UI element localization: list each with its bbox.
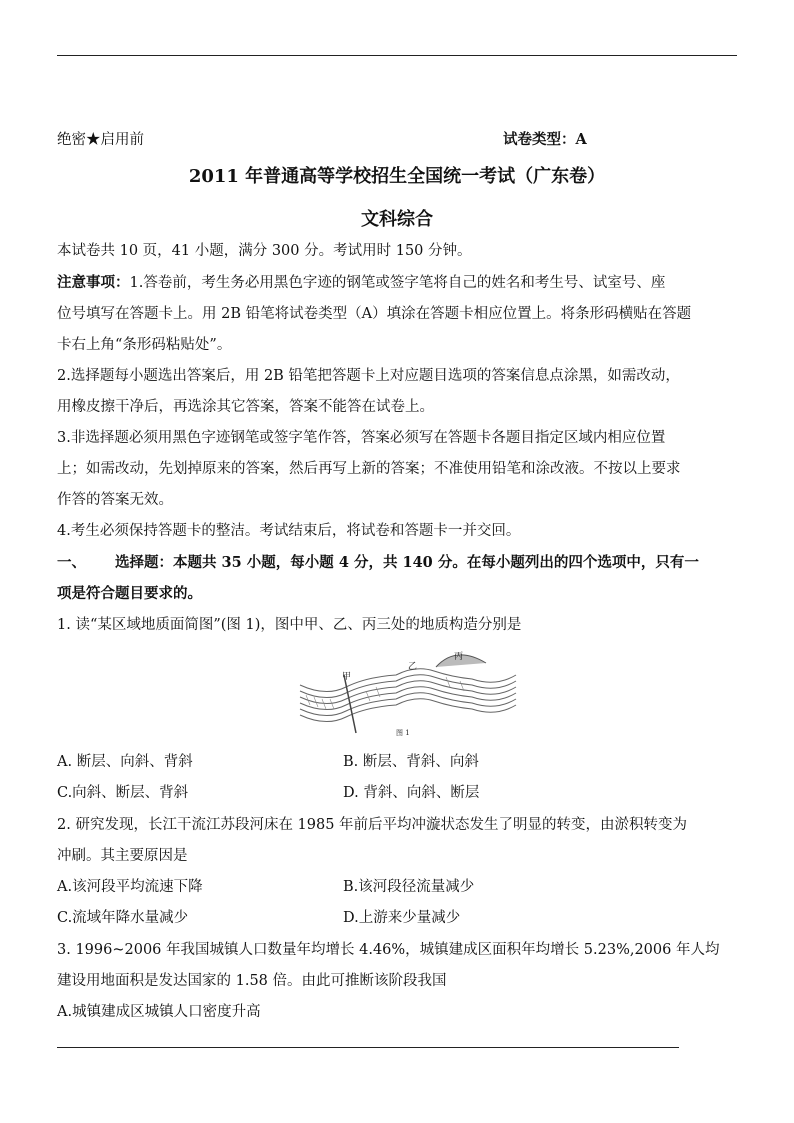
q2-option-a: A.该河段平均流速下降: [57, 879, 203, 895]
q3-option-a: A.城镇建成区城镇人口密度升高: [57, 1004, 261, 1020]
top-rule: [57, 55, 737, 56]
exam-subject: 文科综合: [361, 209, 433, 230]
exam-intro: 本试卷共 10 页，41 小题，满分 300 分。考试用时 150 分钟。: [57, 243, 472, 259]
section-heading-text: 选择题：本题共 35 小题，每小题 4 分，共 140 分。在每小题列出的四个选项中，只有一: [115, 554, 699, 571]
notes-line-6: 3.非选择题必须用黑色字迹钢笔或签字笔作答，答案必须写在答题卡各题目指定区域内相应位置: [57, 430, 666, 446]
q1-option-b: B. 断层、背斜、向斜: [343, 754, 479, 770]
q2-stem-line-2: 冲刷。其主要原因是: [57, 848, 188, 864]
notes-line-4: 2.选择题每小题选出答案后，用 2B 铅笔把答题卡上对应题目选项的答案信息点涂黑，如需改动，: [57, 368, 680, 384]
q2-stem-line-1: 2. 研究发现，长江干流江苏段河床在 1985 年前后平均冲漩状态发生了明显的转变，由淤积转变为: [57, 817, 688, 833]
geology-section-figure: [296, 645, 520, 737]
figure-label-yi: 乙: [408, 662, 418, 672]
notes-line-2: 位号填写在答题卡上。用 2B 铅笔将试卷类型（A）填涂在答题卡相应位置上。将条形码横贴在答题: [57, 306, 692, 322]
confidential-label: 绝密★启用前: [57, 132, 144, 148]
notes-text-1: 1.答卷前，考生务必用黑色字迹的钢笔或签字笔将自己的姓名和考生号、试室号、座: [129, 275, 666, 291]
bottom-rule: [57, 1047, 679, 1048]
q1-option-c: C.向斜、断层、背斜: [57, 785, 189, 801]
section-number: 一、: [57, 554, 86, 571]
notes-line-1: [57, 273, 665, 293]
figure-label-bing: 丙: [454, 652, 464, 662]
q1-option-d: D. 背斜、向斜、断层: [343, 785, 480, 801]
exam-title: 2011 年普通高等学校招生全国统一考试（广东卷）: [188, 166, 606, 187]
q3-stem-line-2: 建设用地面积是发达国家的 1.58 倍。由此可推断该阶段我国: [57, 973, 447, 989]
section-heading-line-2: 项是符合题目要求的。: [57, 585, 202, 602]
q1-option-a: A. 断层、向斜、背斜: [57, 754, 193, 770]
notes-label: 注意事项：: [57, 274, 130, 291]
rock-strata: [300, 669, 516, 722]
q3-stem-line-1: 3. 1996~2006 年我国城镇人口数量年均增长 4.46%，城镇建成区面积年均增长 5.23%,2006 年人均: [57, 942, 720, 958]
figure-label-jia: 甲: [342, 672, 352, 682]
notes-line-8: 作答的答案无效。: [57, 492, 173, 508]
q2-option-d: D.上游来少量减少: [343, 910, 461, 926]
section-heading-line-1: [57, 553, 699, 573]
notes-line-9: 4.考生必须保持答题卡的整洁。考试结束后，将试卷和答题卡一并交回。: [57, 523, 521, 539]
notes-line-7: 上；如需改动，先划掉原来的答案，然后再写上新的答案；不准使用铅笔和涂改液。不按以上要求: [57, 461, 681, 477]
notes-line-3: 卡右上角“条形码粘贴处”。: [57, 337, 232, 353]
q2-option-c: C.流域年降水量减少: [57, 910, 189, 926]
paper-type-label: 试卷类型：A: [503, 131, 587, 148]
q2-option-b: B.该河段径流量减少: [343, 879, 475, 895]
q1-stem: 1. 读“某区域地质面简图”(图 1)，图中甲、乙、丙三处的地质构造分别是: [57, 617, 522, 633]
notes-line-5: 用橡皮擦干净后，再选涂其它答案，答案不能答在试卷上。: [57, 399, 434, 415]
figure-caption: 图 1: [396, 729, 410, 737]
